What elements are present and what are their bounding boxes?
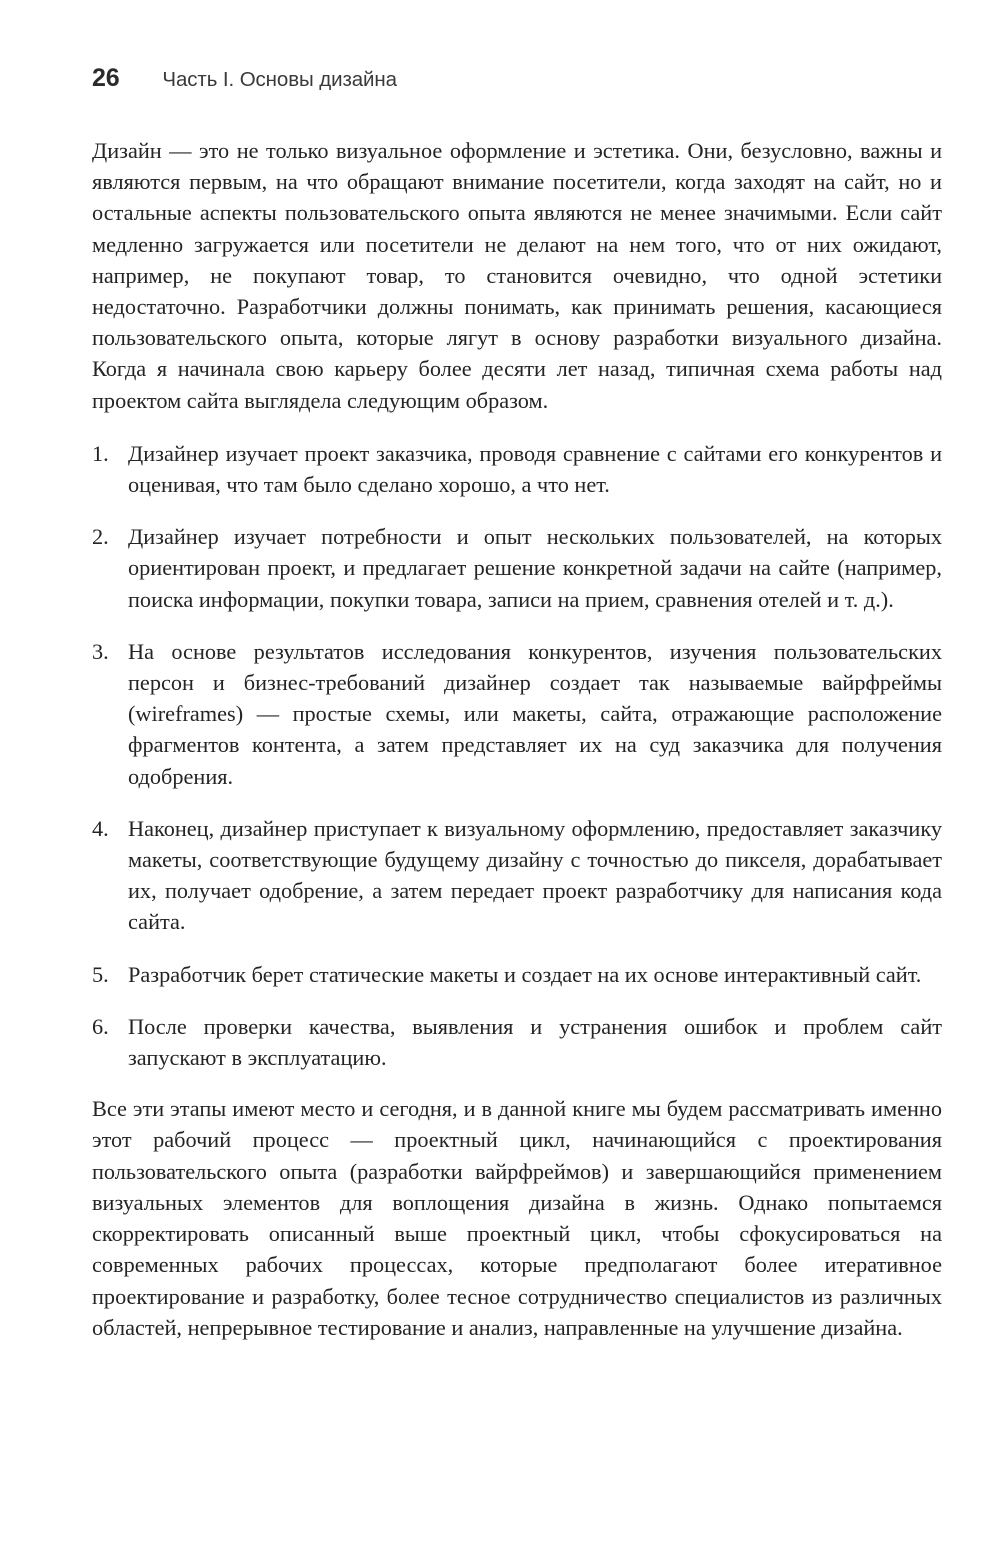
list-item-text: На основе результатов исследования конкурентов, изучения пользовательских персон и бизнес-требований дизайнер создает так называемые вайрфреймы (wireframes) — простые схемы, или макеты, сайта, отражающие расположение фрагментов контента, а затем представляет их на суд заказчика для получения одобрения. (128, 638, 942, 789)
running-head-title: Часть I. Основы дизайна (162, 68, 397, 91)
list-item-text: Дизайнер изучает проект заказчика, проводя сравнение с сайтами его конкурентов и оценивая, что там было сделано хорошо, а что нет. (128, 440, 942, 498)
list-item-text: Дизайнер изучает потребности и опыт нескольких пользователей, на которых ориентирован проект, и предлагает решение конкретной задачи на сайте (например, поиска информации, покупки товара, записи на прием, сравнения отелей и т. д.). (128, 524, 942, 612)
list-item-text: Разработчик берет статические макеты и создает на их основе интерактивный сайт. (128, 961, 922, 987)
list-item-text: Наконец, дизайнер приступает к визуальному оформлению, предоставляет заказчику макеты, соответствующие будущему дизайну с точностью до пикселя, дорабатывает их, получает одобрение, а затем передает проект разработчику для написания кода сайта. (128, 815, 942, 935)
running-head (92, 64, 397, 93)
list-marker: 5. (92, 961, 109, 987)
list-item (92, 521, 942, 615)
list-item (92, 438, 942, 500)
text-column (92, 135, 942, 1343)
page-number: 26 (92, 64, 120, 92)
closing-paragraph: Все эти этапы имеют место и сегодня, и в данной книге мы будем рассматривать именно этот рабочий процесс — проектный цикл, начинающийся с проектирования пользовательского опыта (разработки вайрфреймов) и завершающийся применением визуальных элементов для воплощения дизайна в жизнь. Однако попытаемся скорректировать описанный выше проектный цикл, чтобы сфокусироваться на современных рабочих процессах, которые предполагают более итеративное проектирование и разработку, более тесное сотрудничество специалистов из различных областей, непрерывное тестирование и анализ, направленные на улучшение дизайна. (92, 1096, 942, 1340)
list-marker: 4. (92, 815, 109, 841)
spacer-after-list (92, 1073, 942, 1093)
list-item-text: После проверки качества, выявления и устранения ошибок и проблем сайт запускают в эксплуатацию. (128, 1013, 942, 1071)
spacer-before-list (92, 416, 942, 438)
workflow-steps-list (92, 438, 942, 1073)
list-marker: 6. (92, 1013, 109, 1039)
list-marker: 3. (92, 638, 109, 664)
list-marker: 2. (92, 524, 109, 550)
list-item (92, 959, 942, 990)
list-item (92, 1011, 942, 1073)
list-item (92, 636, 942, 792)
intro-paragraph: Дизайн — это не только визуальное оформление и эстетика. Они, безусловно, важны и являются первым, на что обращают внимание посетители, когда заходят на сайт, но и остальные аспекты пользовательского опыта являются не менее значимыми. Если сайт медленно загружается или посетители не делают на нем того, что от них ожидают, например, не покупают товар, то становится очевидно, что одной эстетики недостаточно. Разработчики должны понимать, как принимать решения, касающиеся пользовательского опыта, которые лягут в основу разработки визуального дизайна. Когда я начинала свою карьеру более десяти лет назад, типичная схема работы над проектом сайта выглядела следующим образом. (92, 138, 942, 413)
list-marker: 1. (92, 440, 109, 466)
list-item (92, 813, 942, 938)
